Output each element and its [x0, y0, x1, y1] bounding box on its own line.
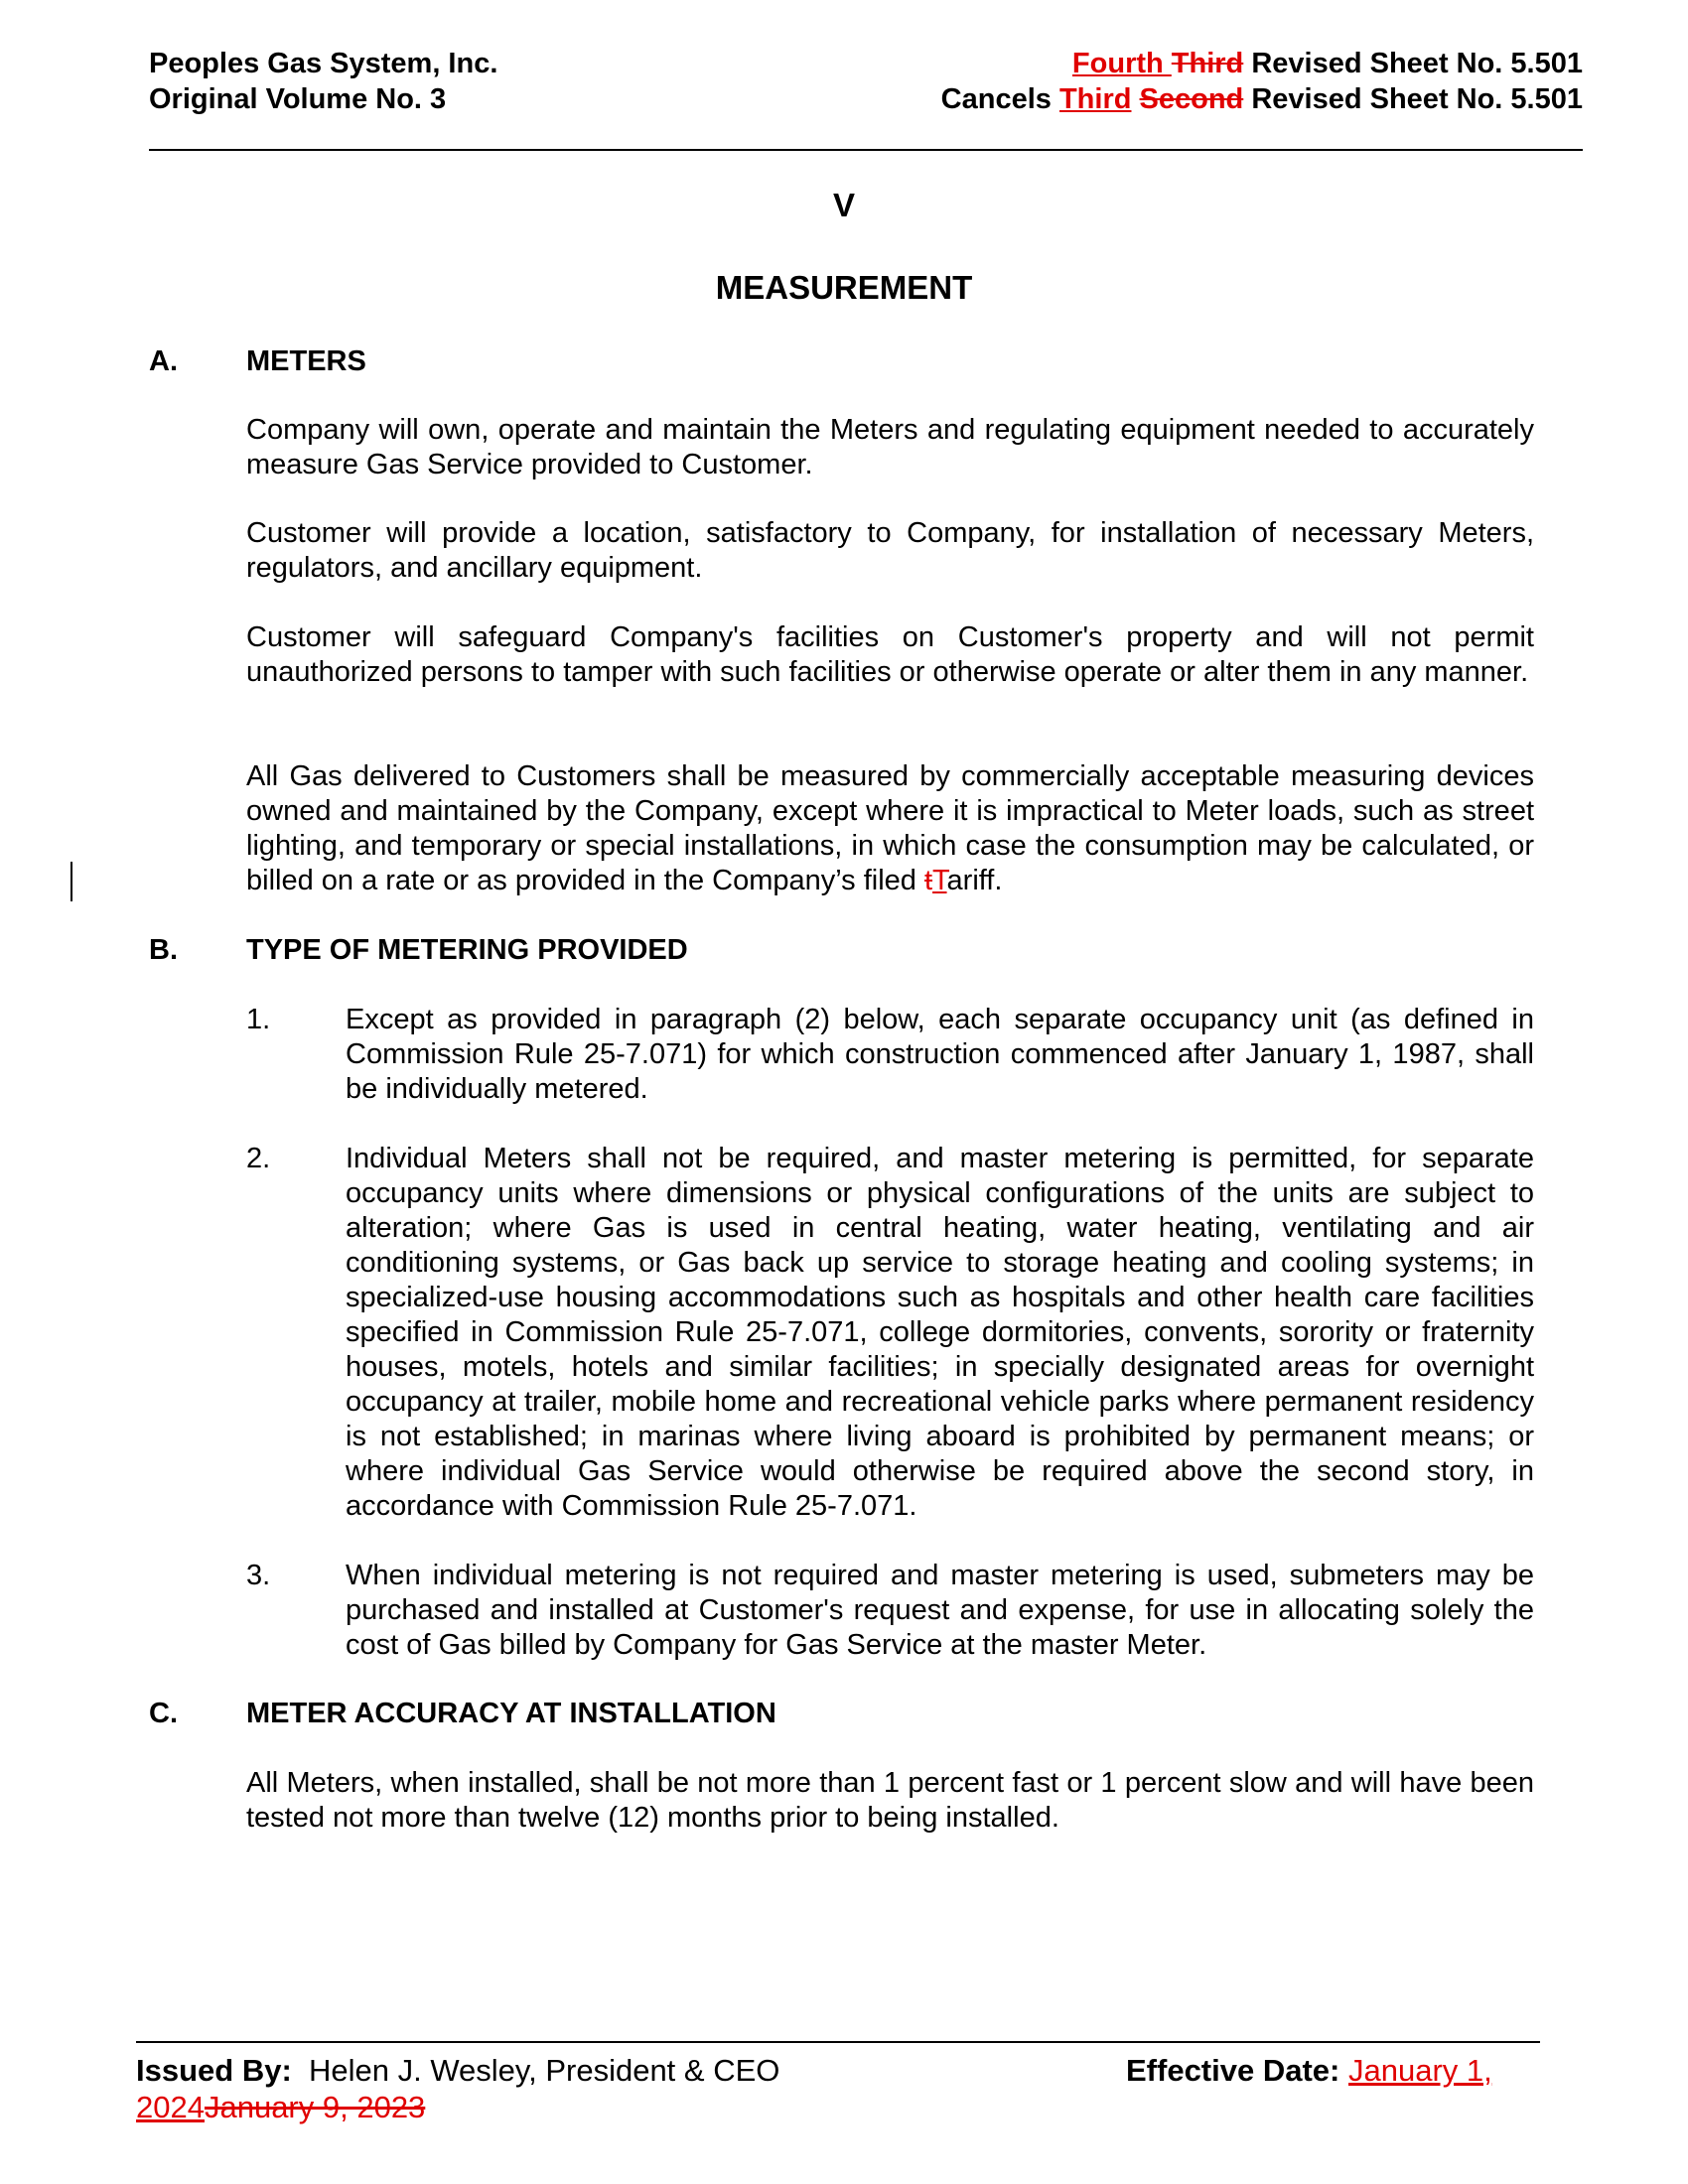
list-item-number: 2.	[246, 1143, 271, 1174]
cancels-prefix: Cancels	[940, 83, 1059, 115]
section-a-paragraph-3: Customer will safeguard Company's facilities on Customer's property and will not permit unauthorized persons to tamper with such facilities or otherwise operate or alter them in any manner.	[246, 621, 1534, 688]
footer-rule-middle	[245, 2041, 1010, 2043]
header-left	[149, 46, 497, 117]
volume-label: Original Volume No. 3	[149, 83, 447, 115]
footer-rule-right	[1010, 2041, 1540, 2043]
section-b-letter: B.	[149, 934, 178, 966]
company-name: Peoples Gas System, Inc.	[149, 48, 498, 79]
section-a-paragraph-2: Customer will provide a location, satisfactory to Company, for installation of necessary Meters, regulators, and ancillary equipment.	[246, 517, 1534, 584]
paragraph-4-end: ariff.	[946, 865, 1003, 896]
cancels-inserted-text: Third	[1058, 83, 1132, 115]
paragraph-4-inserted-char: T	[932, 865, 947, 896]
section-a-title: METERS	[246, 345, 366, 377]
list-item-number: 3.	[246, 1560, 271, 1591]
list-item-number: 1.	[246, 1004, 271, 1035]
list-item-text: Individual Meters shall not be required, and master metering is permitted, for separate occupancy units where dimensions or physical configurations of the units are subject to alteration; where Gas is used in central heating, water heating, ventilating and air conditioning systems, or Gas back up service to storage heating and cooling systems; in specialized-use housing accommodations such as hospitals and other health care facilities specified in Commission Rule 25-7.071, college dormitories, convents, sorority or fraternity houses, motels, hotels and similar facilities; in specially designated areas for overnight occupancy at trailer, mobile home and recreational vehicle parks where permanent residency is not established; in marinas where living aboard is prohibited by permanent means; or where individual Gas Service would otherwise be required above the second story, in accordance with Commission Rule 25-7.071.	[346, 1143, 1534, 1522]
chapter-title: MEASUREMENT	[715, 269, 973, 306]
footer-effective-date-continued	[136, 2089, 425, 2126]
sheet-number	[941, 46, 1583, 81]
sheet-suffix: Revised Sheet No. 5.501	[1243, 48, 1583, 79]
cancels-suffix: Revised Sheet No. 5.501	[1243, 83, 1583, 115]
footer-issued-by	[136, 2052, 779, 2090]
effective-date-inserted-1: January 1,	[1347, 2053, 1492, 2088]
paragraph-4-deleted-char: t	[923, 865, 933, 896]
list-item-text: Except as provided in paragraph (2) below, each separate occupancy unit (as defined in Commission Rule 25-7.071) for which construction commenced after January 1, 1987, shall be individually metered.	[346, 1004, 1534, 1105]
section-c-paragraph-1: All Meters, when installed, shall be not more than 1 percent fast or 1 percent slow and will have been tested not more than twelve (12) months prior to being installed.	[246, 1767, 1534, 1834]
section-a-paragraph-1: Company will own, operate and maintain the Meters and regulating equipment needed to accurately measure Gas Service provided to Customer.	[246, 414, 1534, 480]
section-a-paragraph-4	[246, 759, 1534, 898]
cancels-line	[941, 81, 1583, 117]
issued-by-name: Helen J. Wesley, President & CEO	[291, 2053, 780, 2088]
effective-date-deleted: January 9, 2023	[204, 2090, 426, 2124]
cancels-deleted-text: Second	[1139, 83, 1244, 115]
header-right	[941, 46, 1583, 117]
effective-date-label: Effective Date:	[1126, 2053, 1340, 2088]
footer-effective-date	[1126, 2052, 1492, 2090]
chapter-number: V	[832, 187, 855, 223]
section-b-title: TYPE OF METERING PROVIDED	[246, 934, 688, 966]
sheet-deleted-text: Third	[1171, 48, 1244, 79]
paragraph-4-text: All Gas delivered to Customers shall be measured by commercially acceptable measuring devices owned and maintained by the Company, except where it is impractical to Meter loads, such as street lighting, and temporary or special installations, in which case the consumption may be calculated, or billed on a rate or as provided in the Company’s filed	[246, 760, 1534, 896]
header-rule	[149, 149, 1583, 151]
revision-change-bar	[70, 862, 72, 901]
section-c-title: METER ACCURACY AT INSTALLATION	[246, 1698, 776, 1729]
issued-by-label: Issued By:	[136, 2053, 292, 2088]
section-c-letter: C.	[149, 1698, 178, 1729]
section-a-letter: A.	[149, 345, 178, 377]
sheet-inserted-text: Fourth	[1071, 48, 1172, 79]
footer-rule-left	[136, 2041, 245, 2043]
effective-date-inserted-2: 2024	[136, 2090, 205, 2124]
list-item-text: When individual metering is not required and master metering is used, submeters may be purchased and installed at Customer's request and expense, for use in allocating solely the cost of Gas billed by Company for Gas Service at the master Meter.	[346, 1560, 1534, 1661]
